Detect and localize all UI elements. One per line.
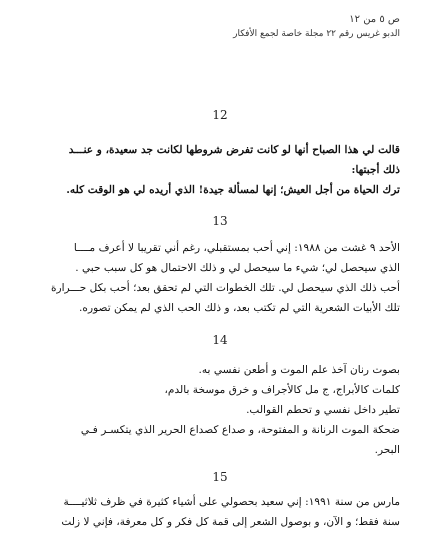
text-line: ضحكة الموت الرنانة و المفتوحة، و صداع كصداع الحرير الذي يتكسـر فـي	[80, 424, 400, 436]
text-line: ترك الحياة من أجل العيش؛ إنها لمسألة جيدة! الذي أريده لي هو الوقت كله.	[66, 184, 400, 196]
text-line: البحر.	[374, 444, 400, 456]
text-line: تطير داخل نفسي و تحطم القوالب.	[246, 404, 400, 416]
text-line: أحب ذلك الذي سيحصل لي. تلك الخطوات التي لم تحقق بعد؛ أحب بكل حـــرارة	[50, 282, 400, 294]
section-13-text	[40, 238, 400, 318]
section-number-13: 13	[212, 214, 228, 228]
text-line: بصوت رنان آخذ علم الموت و أطعن نفسي به.	[198, 364, 400, 376]
section-number-15: 15	[212, 470, 228, 484]
text-line: مارس من سنة ١٩٩١: إني سعيد بحصولي على أشياء كثيرة في ظرف ثلاثيــــة	[63, 496, 400, 508]
page-number: ص ٥ من ١٢	[349, 14, 400, 25]
section-14-text	[40, 360, 400, 460]
document-source: الدبو غريس رقم ٢٢ مجلة خاصة لجمع الأفكار	[233, 29, 400, 39]
text-line: الذي سيحصل لي؛ شيء ما سيحصل لي و ذلك الاحتمال هو كل سبب حبي .	[75, 262, 400, 274]
text-line: ذلك أجبتها:	[351, 164, 400, 176]
text-line: كلمات كالأبراج، ج مل كالأجراف و خرق موسخة بالدم،	[164, 384, 400, 396]
text-line: سنة فقط؛ و الآن، و بوصول الشعر إلى قمة كل فكر و كل معرفة، فإني لا زلت	[61, 516, 400, 528]
section-number-14: 14	[212, 333, 228, 347]
section-12-text	[40, 140, 400, 200]
section-number-12: 12	[212, 108, 228, 122]
section-15-text	[40, 492, 400, 532]
text-line: الأحد ٩ غشت من ١٩٨٨: إني أحب بمستقبلي، رغم أني تقريبا لا أعرف مــــا	[73, 242, 400, 254]
text-line: قالت لي هذا الصباح أنها لو كانت تفرض شروطها لكانت جد سعيدة، و عنـــد	[68, 144, 400, 156]
text-line: تلك الأبيات الشعرية التي لم تكتب بعد، و ذلك الحب الذي لم يمكن تصوره.	[79, 302, 400, 314]
